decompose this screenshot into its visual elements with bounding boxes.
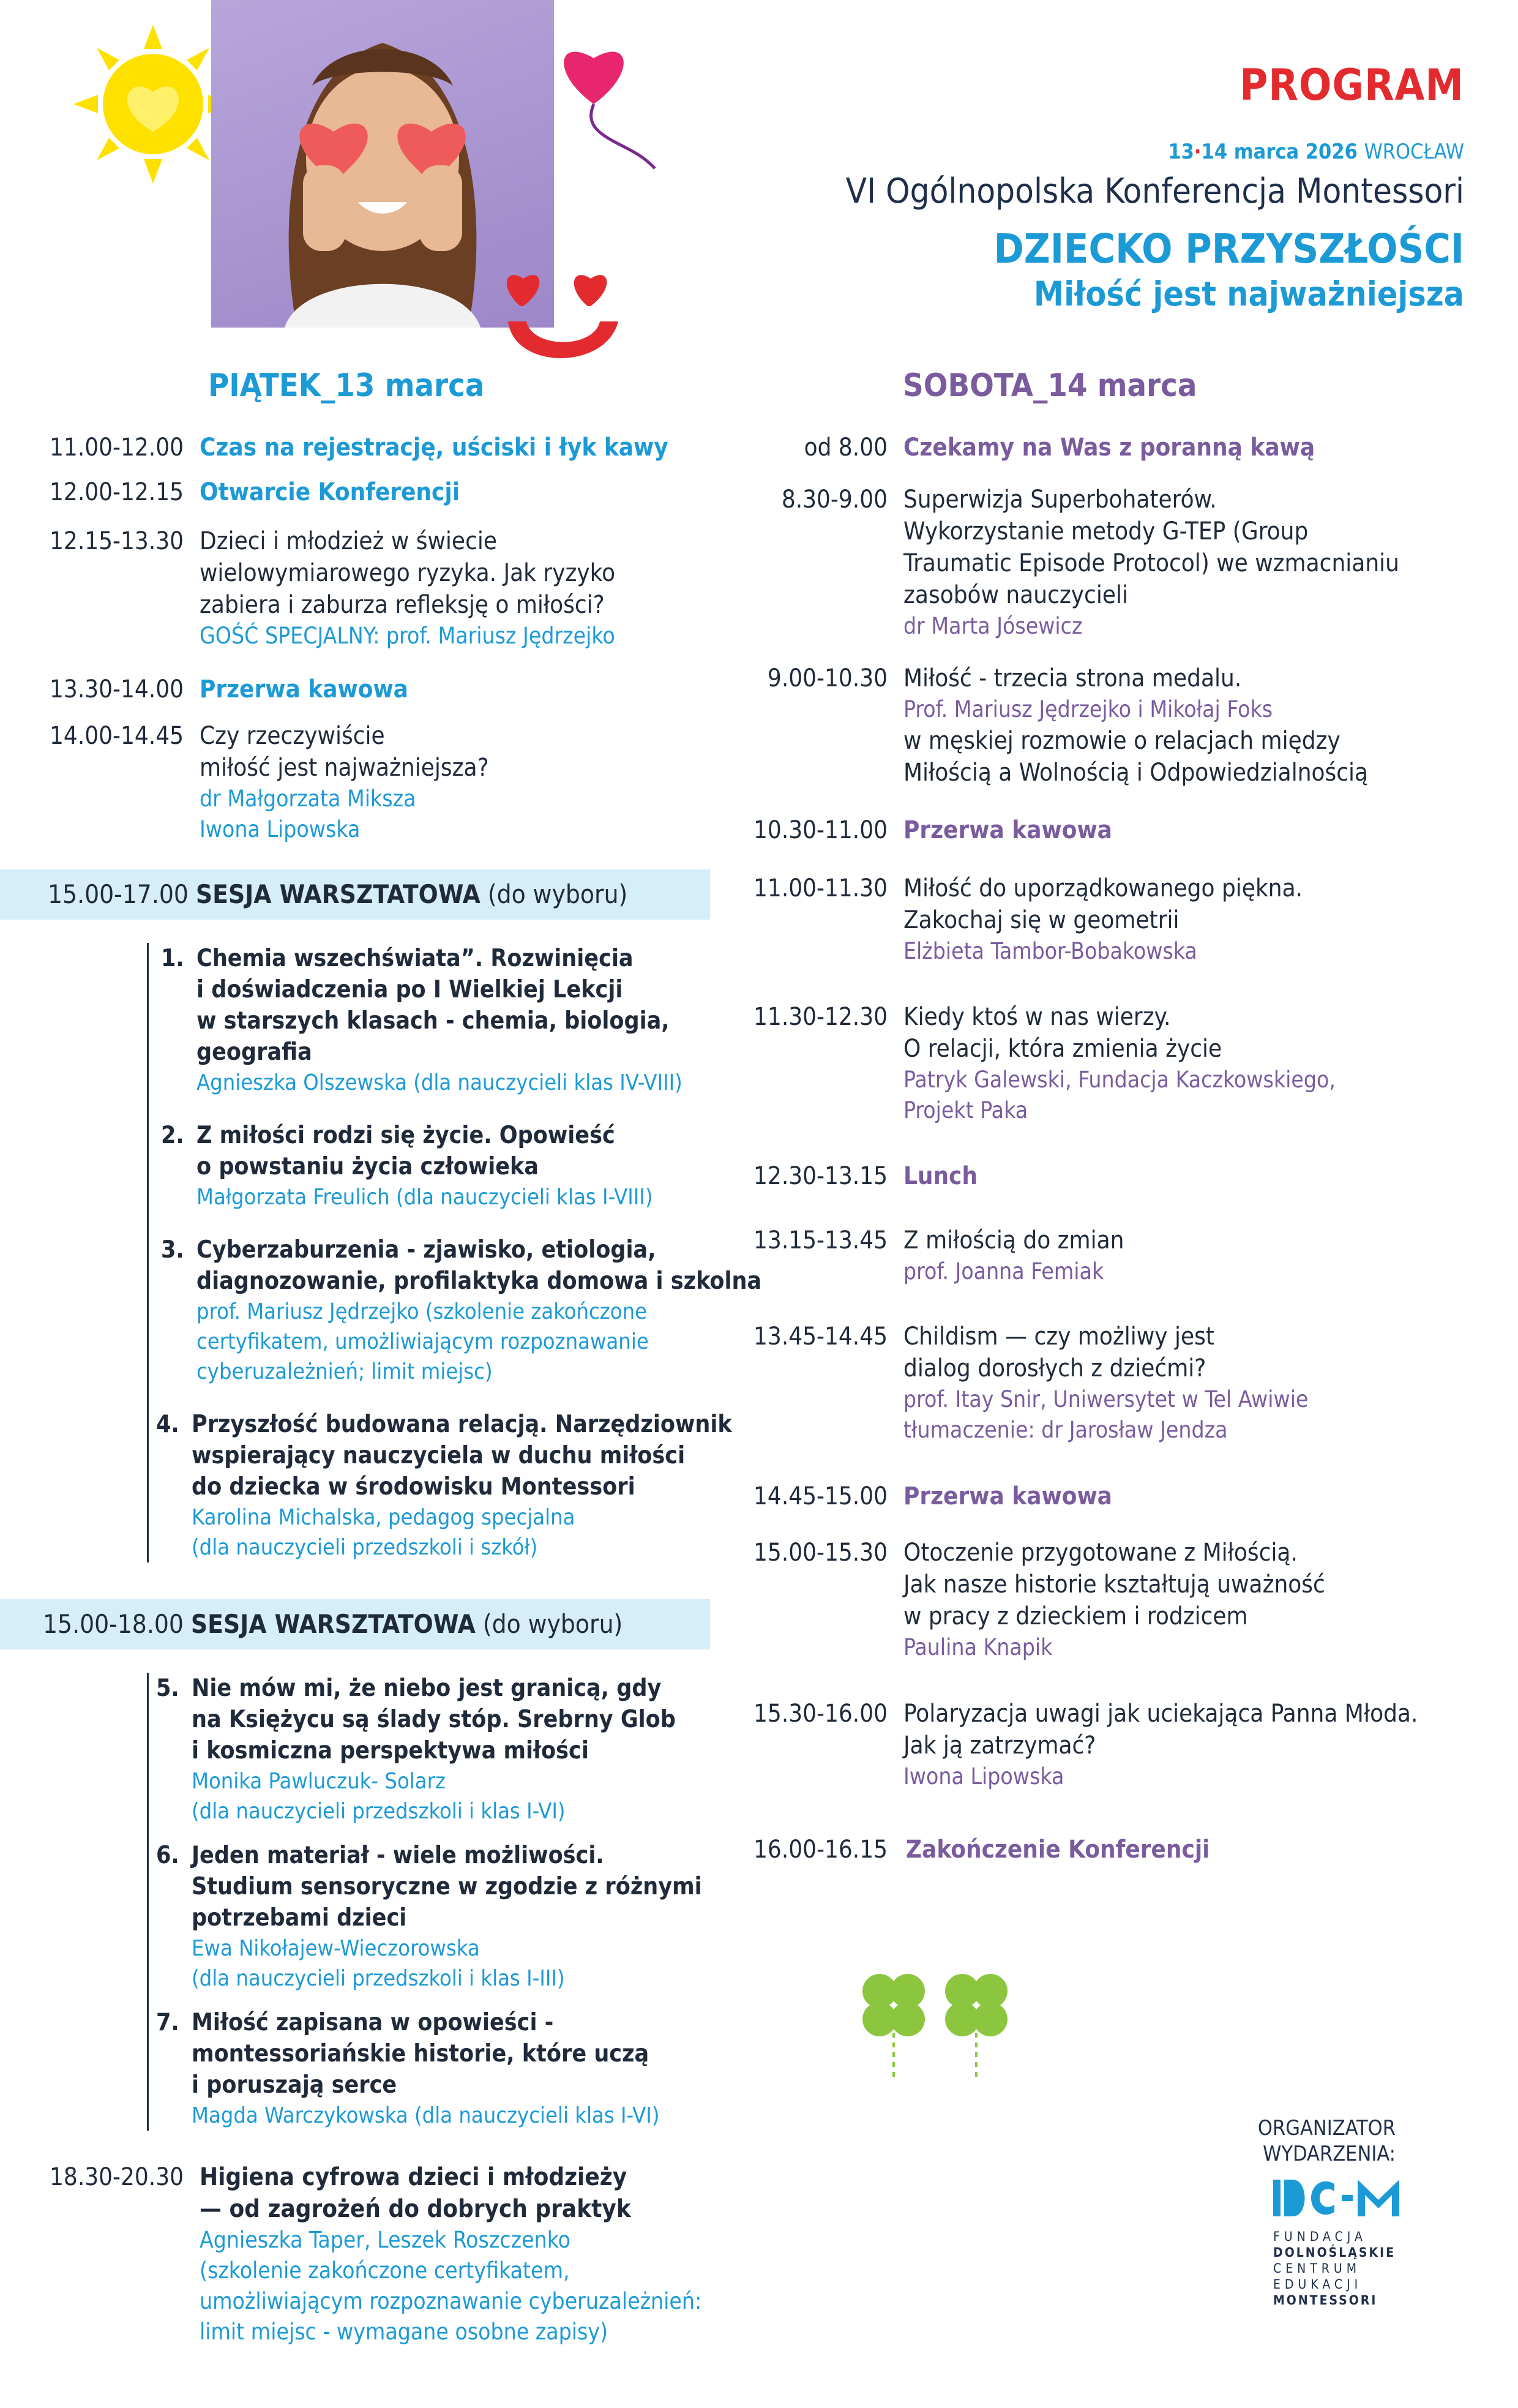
item-speaker: Prof. Mariusz Jędrzejko i Mikołaj Foks [903,696,1273,722]
workshop-number: 7. [156,2009,179,2036]
item-time: 18.30-20.30 [50,2163,184,2191]
item-time: od 8.00 [804,433,888,462]
workshop-title-line: Miłość zapisana w opowieści - [192,2009,554,2036]
date-day: 13 [1168,140,1194,164]
item-time: 14.45-15.00 [753,1482,888,1510]
item-title-line: Otoczenie przygotowane z Miłością. [903,1539,1298,1567]
item-title-line: — od zagrożeń do dobrych praktyk [200,2195,631,2223]
workshop-title-line: w starszych klasach - chemia, biologia, [196,1007,670,1035]
workshop-title-line: Z miłości rodzi się życie. Opowieść [196,1122,615,1149]
saturday-item [0,662,1368,789]
workshop-speaker: Agnieszka Olszewska (dla nauczycieli klas IV-VIII) [196,1070,682,1095]
saturday-item [0,1225,1124,1287]
workshop-number: 3. [161,1236,184,1264]
workshop-speaker: Monika Pawluczuk- Solarz [192,1769,446,1794]
item-title: Przerwa kawowa [903,816,1112,844]
workshop-speaker: certyfikatem, umożliwiającym rozpoznawanie [196,1329,649,1354]
conference-title: VI Ogólnopolska Konferencja Montessori [845,171,1464,211]
item-speaker: (szkolenie zakończone certyfikatem, [200,2257,570,2284]
item-time: 9.00-10.30 [767,664,888,692]
workshop-speaker: Magda Warczykowska (dla nauczycieli klas I-VI) [192,2103,660,2128]
item-title-line: Zakochaj się w geometrii [903,906,1180,934]
workshop-title-line: Chemia wszechświata”. Rozwinięcia [196,945,634,972]
item-title: Czas na rejestrację, uściski i łyk kawy [200,433,668,462]
saturday-item [0,432,1315,463]
saturday-item [0,1480,1112,1512]
workshop-title-line: diagnozowanie, profilaktyka domowa i szkolna [196,1267,762,1295]
workshop-item [156,2007,702,2131]
heart-balloon-icon [533,24,667,171]
item-title-line: Jak nasze historie kształtują uważność [903,1570,1325,1599]
workshop-speaker: prof. Mariusz Jędrzejko (szkolenie zakończone [196,1299,648,1324]
item-speaker: Agnieszka Taper, Leszek Roszczenko [200,2227,571,2253]
organizer-label [1258,2115,1396,2167]
item-speaker: dr Marta Jósewicz [903,613,1083,639]
item-title: Zakończenie Konferencji [906,1836,1210,1864]
session-note: (do wyboru) [487,879,628,909]
workshop-speaker: Małgorzata Freulich (dla nauczycieli klas I-VIII) [196,1185,653,1210]
item-time: 11.00-11.30 [753,874,888,902]
item-title-line: dialog dorosłych z dziećmi? [903,1354,1206,1382]
saturday-item [0,1160,978,1192]
item-speaker: umożliwiającym rozpoznawanie cyberuzależnień: [200,2288,702,2314]
item-title-line: wielowymiarowego ryzyka. Jak ryzyko [200,559,616,587]
saturday-item [0,814,1112,846]
organizer-name [1273,2229,1396,2308]
date-separator: · [1194,140,1202,164]
item-speaker: prof. Itay Snir, Uniwersytet w Tel Awiwie [903,1386,1309,1412]
item-title-line: Wykorzystanie metody G-TEP (Group [903,517,1309,546]
item-speaker: dr Małgorzata Miksza [200,786,416,812]
workshop-number: 2. [161,1122,184,1149]
workshop-title-line: Cyberzaburzenia - zjawisko, etiologia, [196,1236,656,1264]
item-time: 15.30-16.00 [753,1700,888,1728]
organizer-logo [1273,2177,1402,2219]
item-speaker: tłumaczenie: dr Jarosław Jendza [903,1417,1228,1443]
workshop-title-line: Nie mów mi, że niebo jest granicą, gdy [192,1675,662,1702]
item-time: 15.00-15.30 [753,1539,888,1567]
item-time: 13.15-13.45 [753,1226,888,1255]
item-title-line: Miłością a Wolnością i Odpowiedzialnością [903,759,1369,787]
conference-subtitle: DZIECKO PRZYSZŁOŚCI [993,225,1464,272]
item-title-line: Superwizja Superbohaterów. [903,486,1217,514]
item-time: 12.00-12.15 [50,478,184,506]
item-speaker: Iwona Lipowska [200,816,361,842]
session-label: SESJA WARSZTATOWA [190,1609,476,1639]
workshop-title-line: do dziecka w środowisku Montessori [192,1473,635,1501]
workshop-title-line: i kosmiczna perspektywa miłości [192,1737,589,1765]
item-time: 12.30-13.15 [753,1162,888,1190]
item-time: 12.15-13.30 [50,527,184,555]
item-speaker: Paulina Knapik [903,1634,1053,1660]
friday-item [0,2161,701,2347]
item-title-line: Miłość do uporządkowanego piękna. [903,874,1303,902]
organizer-name-line: FUNDACJA [1273,2229,1367,2244]
item-speaker: limit miejsc - wymagane osobne zapisy) [200,2319,608,2345]
clover-icon [937,1965,1016,2082]
organizer-name-line: CENTRUM [1273,2261,1361,2276]
item-speaker: Patryk Galewski, Fundacja Kaczkowskiego, [903,1067,1336,1093]
item-time: 11.30-12.30 [753,1003,888,1031]
item-title-line: Higiena cyfrowa dzieci i młodzieży [200,2163,627,2191]
session-time: 15.00-17.00 [48,879,189,909]
item-title-line: w pracy z dzieckiem i rodzicem [903,1602,1248,1630]
item-title-line: Dzieci i młodzież w świecie [200,527,497,555]
item-speaker: prof. Joanna Femiak [903,1258,1104,1285]
organizer-name-line: DOLNOŚLĄSKIE [1273,2245,1396,2260]
workshop-speaker: Karolina Michalska, pedagog specjalna [192,1505,575,1530]
workshop-title-line: Jeden materiał - wiele możliwości. [192,1842,604,1869]
saturday-item [0,872,1303,967]
item-time: 14.00-14.45 [50,722,184,750]
item-title-line: miłość jest najważniejsza? [200,754,489,782]
item-title: Otwarcie Konferencji [200,478,460,506]
workshop-number: 6. [156,1842,179,1869]
item-title: Lunch [903,1162,978,1190]
item-time: 8.30-9.00 [781,486,888,514]
workshop-title-line: montessoriańskie historie, które uczą [192,2040,649,2068]
workshop-speaker: (dla nauczycieli przedszkoli i klas I-III) [192,1966,565,1991]
item-title-line: Traumatic Episode Protocol) we wzmacnianiu [903,549,1399,577]
item-title-line: O relacji, która zmienia życie [903,1035,1222,1063]
item-title-line: w męskiej rozmowie o relacjach między [903,727,1340,755]
friday-heading: PIĄTEK_13 marca [208,367,485,404]
item-title-line: Czy rzeczywiście [200,722,385,750]
date-rest: 14 marca 2026 [1201,140,1358,164]
item-time: 10.30-11.00 [753,816,888,844]
organizer-label-line: ORGANIZATOR [1257,2116,1396,2140]
item-time: 11.00-12.00 [50,433,184,462]
saturday-item [0,484,1399,642]
workshop-speaker: (dla nauczycieli przedszkoli i szkół) [192,1535,538,1560]
item-title-line: Miłość - trzecia strona medalu. [903,664,1242,692]
program-title: PROGRAM [1239,60,1464,110]
sun-icon [73,24,233,184]
session-label: SESJA WARSZTATOWA [195,879,480,909]
saturday-item [0,1321,1308,1446]
workshop-number: 5. [156,1675,179,1702]
saturday-item [0,1001,1336,1126]
item-title-line: Z miłością do zmian [903,1226,1124,1255]
saturday-item [0,1834,1210,1866]
item-speaker: Projekt Paka [903,1097,1028,1123]
workshop-title-line: na Księżycu są ślady stóp. Srebrny Glob [192,1706,676,1733]
workshop-title-line: i poruszają serce [192,2071,397,2099]
item-speaker: GOŚĆ SPECJALNY: prof. Mariusz Jędrzejko [200,623,615,649]
item-title: Czekamy na Was z poranną kawą [903,433,1315,462]
item-title: Przerwa kawowa [903,1482,1112,1510]
item-title-line: Kiedy ktoś w nas wierzy. [903,1003,1171,1031]
session-time: 15.00-18.00 [43,1609,184,1639]
workshop-title-line: Studium sensoryczne w zgodzie z różnymi [192,1873,702,1900]
organizer-name-line: MONTESSORI [1273,2293,1378,2308]
session-note: (do wyboru) [482,1609,623,1639]
organizer-logo-text: DCEM [1337,2201,1339,2202]
organizer-label-line: WYDARZENIA: [1263,2142,1396,2166]
workshop-title-line: Przyszłość budowana relacją. Narzędziownik [192,1411,732,1438]
workshop-title-line: wspierający nauczyciela w duchu miłości [192,1442,686,1469]
workshop-speaker: Ewa Nikołajew-Wieczorowska [192,1936,480,1961]
item-speaker: Iwona Lipowska [903,1763,1064,1790]
item-time: 13.30-14.00 [50,675,184,703]
item-speaker: Elżbieta Tambor-Bobakowska [903,938,1197,964]
saturday-heading: SOBOTA_14 marca [903,367,1197,404]
workshop-speaker: (dla nauczycieli przedszkoli i klas I-VI) [192,1799,566,1824]
workshop-number: 4. [156,1411,179,1438]
item-time: 16.00-16.15 [753,1836,888,1864]
event-city: WROCŁAW [1364,140,1464,164]
workshop-title-line: potrzebami dzieci [192,1904,407,1932]
item-title: Przerwa kawowa [200,675,408,703]
item-time: 13.45-14.45 [753,1322,888,1351]
organizer-name-line: EDUKACJI [1273,2277,1363,2292]
workshop-title-line: geografia [196,1038,312,1066]
conference-motto: Miłość jest najważniejsza [1033,274,1464,313]
saturday-item [0,1537,1325,1663]
workshop-number: 1. [161,945,184,972]
workshop-title-line: o powstaniu życia człowieka [196,1153,539,1180]
item-title-line: Polaryzacja uwagi jak uciekająca Panna Młoda. [903,1700,1418,1728]
item-title-line: zabiera i zaburza refleksję o miłości? [200,591,605,619]
workshop-speaker: cyberuzależnień; limit miejsc) [196,1359,493,1384]
workshop-title-line: i doświadczenia po I Wielkiej Lekcji [196,976,623,1003]
item-title-line: zasobów nauczycieli [903,581,1128,609]
item-title-line: Jak ją zatrzymać? [903,1731,1096,1760]
clover-icon [854,1965,933,2082]
saturday-item [0,1698,1418,1792]
smiley-hearts-icon [490,263,637,373]
event-date [1168,140,1464,164]
item-title-line: Childism — czy możliwy jest [903,1322,1214,1351]
